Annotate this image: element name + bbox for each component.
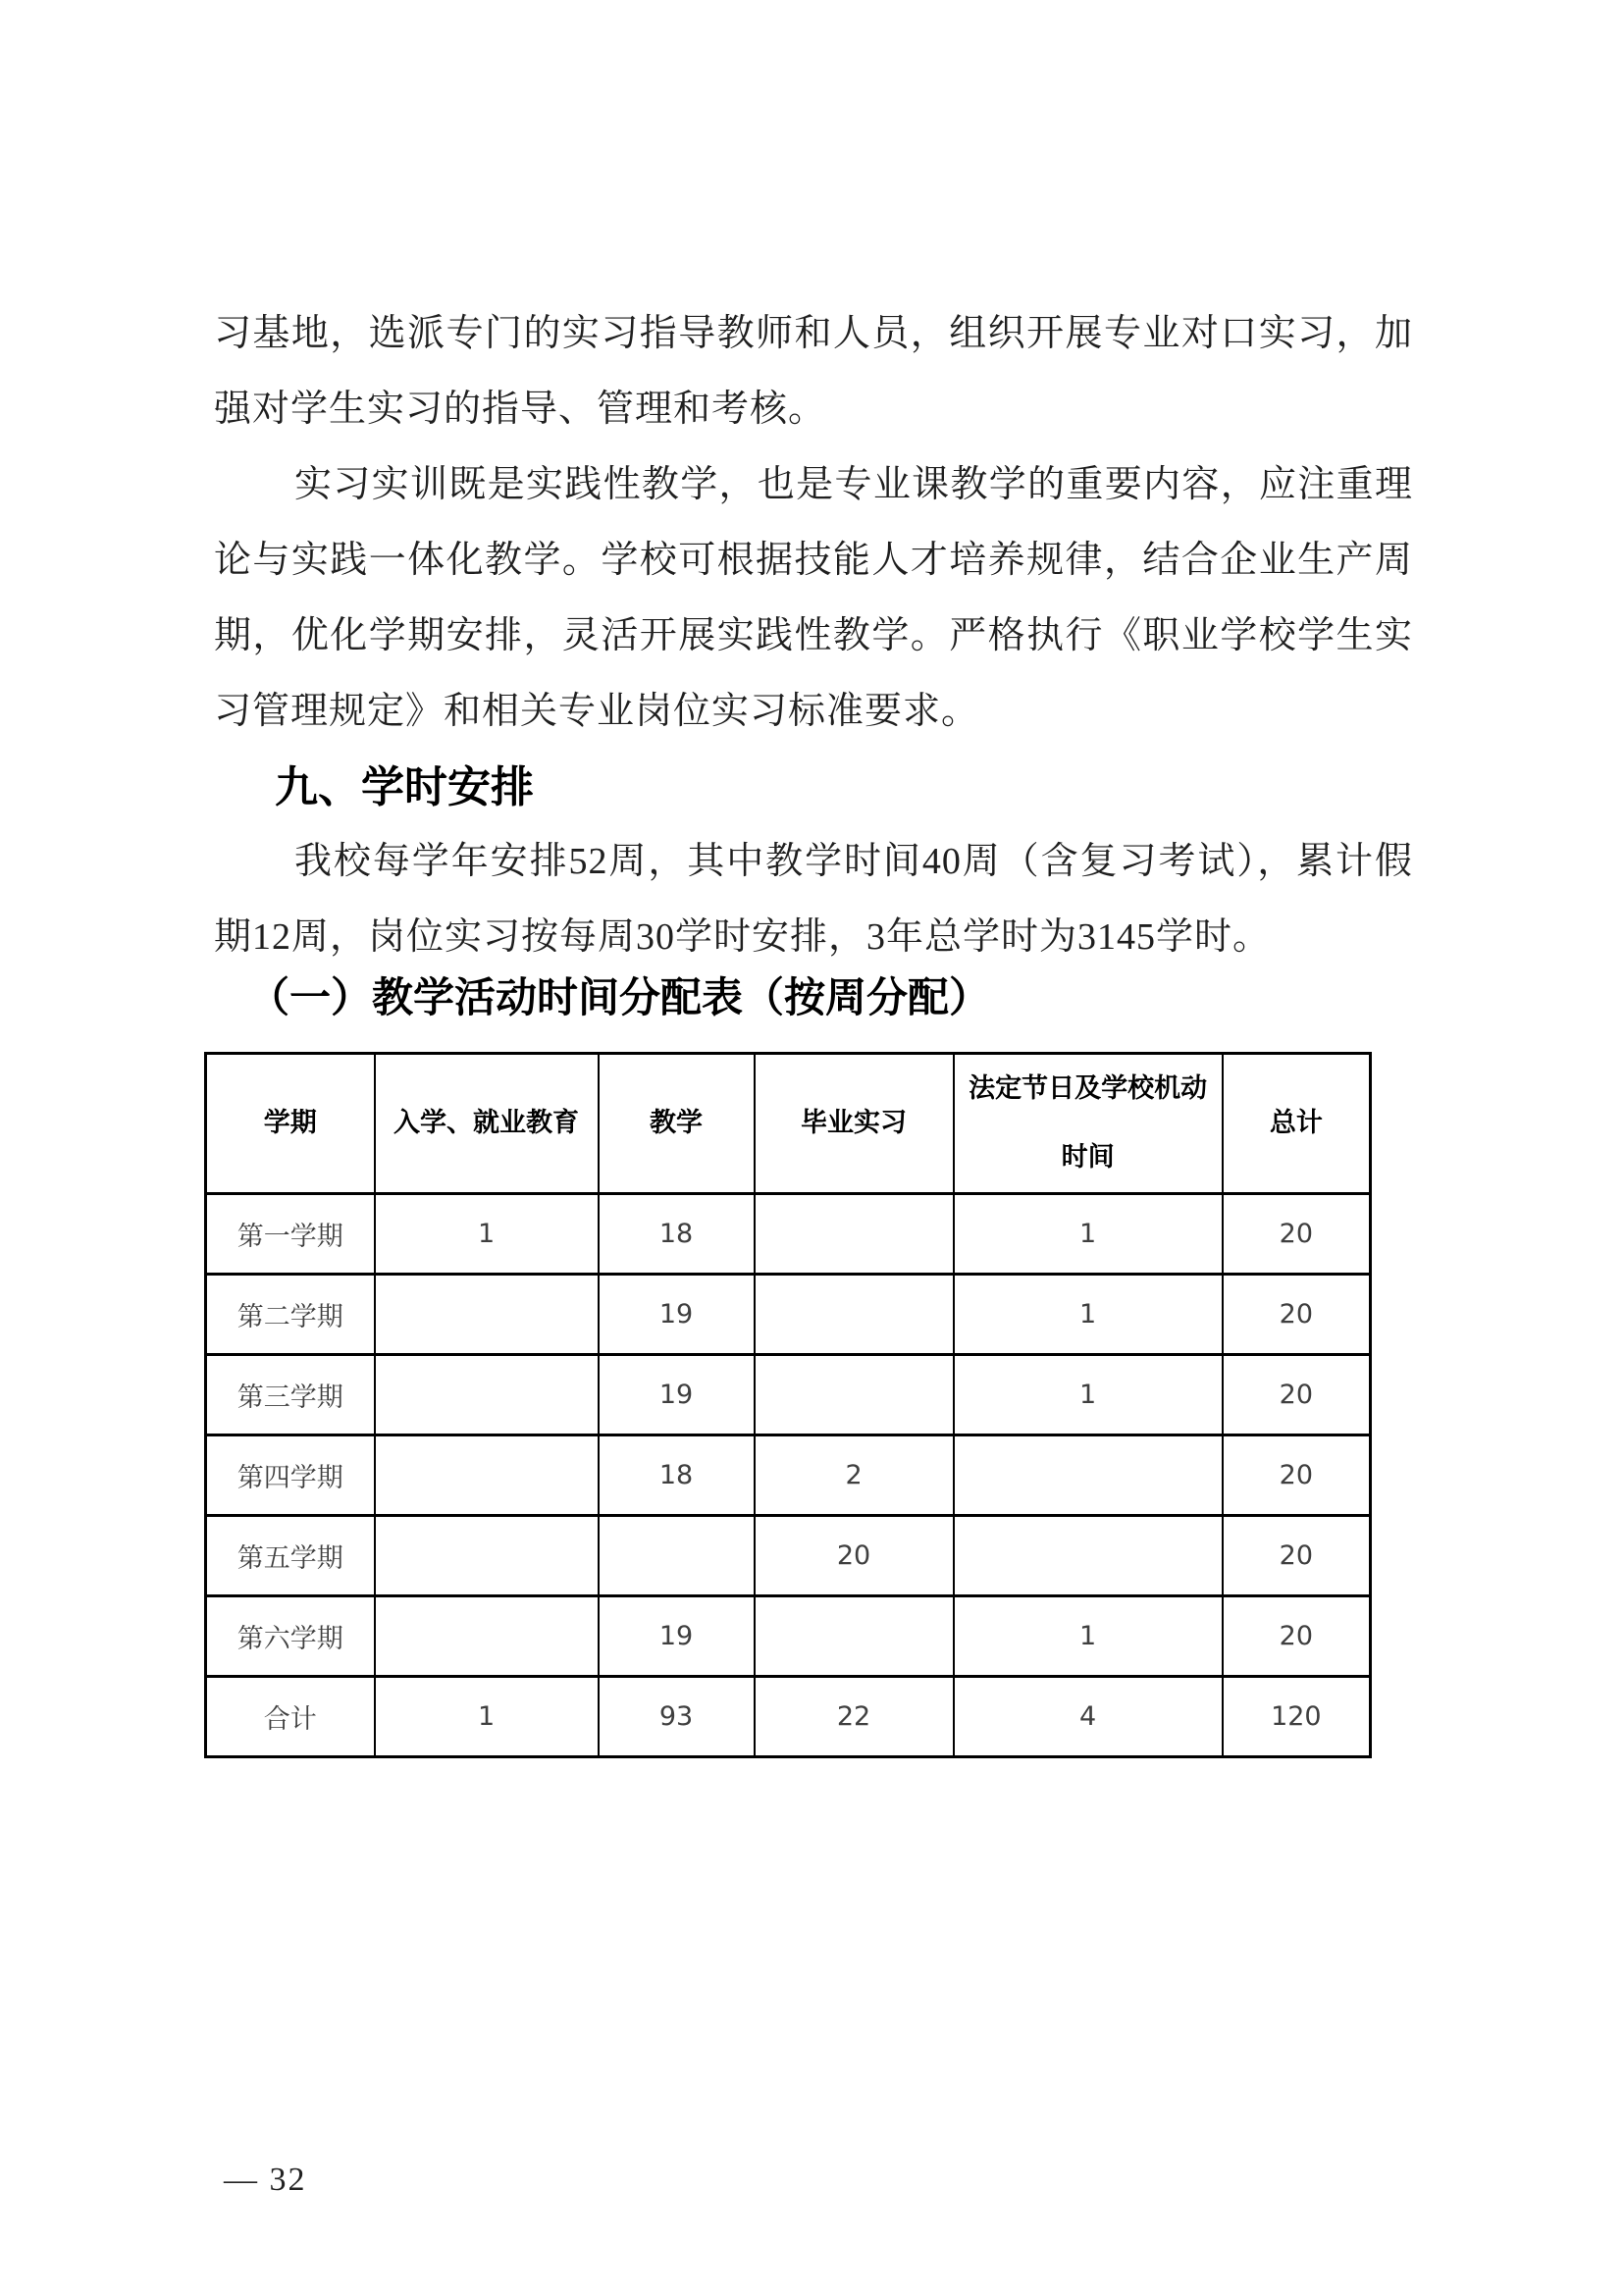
row-label: 第四学期 [206, 1435, 375, 1516]
row-label: 第六学期 [206, 1596, 375, 1677]
table-cell: 20 [755, 1516, 954, 1596]
col-header-semester: 学期 [206, 1054, 375, 1194]
table-cell: 1 [375, 1677, 599, 1757]
table-cell: 20 [1223, 1275, 1371, 1355]
col-header-teaching: 教学 [599, 1054, 755, 1194]
table-cell: 19 [599, 1596, 755, 1677]
table-cell: 4 [954, 1677, 1223, 1757]
table-cell [599, 1516, 755, 1596]
table-cell: 18 [599, 1435, 755, 1516]
table-cell [755, 1596, 954, 1677]
table-cell: 1 [954, 1355, 1223, 1435]
table-cell: 20 [1223, 1355, 1371, 1435]
table-cell: 1 [954, 1596, 1223, 1677]
table-cell [755, 1275, 954, 1355]
col-header-enrollment-employment-education: 入学、就业教育 [375, 1054, 599, 1194]
table-header-row [206, 1054, 1371, 1194]
table-cell [755, 1194, 954, 1275]
table-cell: 20 [1223, 1516, 1371, 1596]
table-cell [375, 1516, 599, 1596]
table-cell [755, 1355, 954, 1435]
table-cell [375, 1596, 599, 1677]
table-cell: 20 [1223, 1194, 1371, 1275]
paragraph-hours-summary: 我校每学年安排52周，其中教学时间40周（含复习考试），累计假期12周，岗位实习按每周30学时安排，3年总学时为3145学时。 [214, 841, 1413, 958]
table-row-total [206, 1677, 1371, 1757]
table-cell [954, 1435, 1223, 1516]
row-label: 第一学期 [206, 1194, 375, 1275]
table-cell: 22 [755, 1677, 954, 1757]
footer-page-number: — 32 [224, 2162, 307, 2198]
table-row-semester-4 [206, 1435, 1371, 1516]
col-header-graduation-internship: 毕业实习 [755, 1054, 954, 1194]
row-label: 第二学期 [206, 1275, 375, 1355]
table-cell: 18 [599, 1194, 755, 1275]
table-row-semester-1 [206, 1194, 1371, 1275]
table-cell: 20 [1223, 1596, 1371, 1677]
table-cell: 19 [599, 1355, 755, 1435]
col-header-holidays-flexible-time: 法定节日及学校机动时间 [954, 1054, 1223, 1194]
row-label: 第五学期 [206, 1516, 375, 1596]
row-label: 第三学期 [206, 1355, 375, 1435]
table-row-semester-3 [206, 1355, 1371, 1435]
table-cell: 93 [599, 1677, 755, 1757]
table-cell: 2 [755, 1435, 954, 1516]
table-cell [375, 1355, 599, 1435]
paragraph-practice-teaching: 实习实训既是实践性教学，也是专业课教学的重要内容，应注重理论与实践一体化教学。学校可根据技能人才培养规律，结合企业生产周期，优化学期安排，灵活开展实践性教学。严格执行《职业学校学生实习管理规定》和相关专业岗位实习标准要求。 [214, 464, 1413, 732]
table-cell [375, 1435, 599, 1516]
row-label: 合计 [206, 1677, 375, 1757]
table-cell [375, 1275, 599, 1355]
table-row-semester-6 [206, 1596, 1371, 1677]
table-title-weekly-allocation: （一）教学活动时间分配表（按周分配） [248, 973, 991, 1021]
table-cell: 19 [599, 1275, 755, 1355]
table-row-semester-5 [206, 1516, 1371, 1596]
table-cell: 1 [954, 1275, 1223, 1355]
section-heading-hours-arrangement: 九、学时安排 [275, 762, 534, 812]
table-cell: 1 [375, 1194, 599, 1275]
teaching-time-allocation-table [204, 1052, 1372, 1758]
col-header-total: 总计 [1223, 1054, 1371, 1194]
table-cell: 1 [954, 1194, 1223, 1275]
table-cell: 120 [1223, 1677, 1371, 1757]
table-cell [954, 1516, 1223, 1596]
paragraph-internship-base: 习基地，选派专门的实习指导教师和人员，组织开展专业对口实习，加强对学生实习的指导、管理和考核。 [214, 313, 1413, 430]
table-cell: 20 [1223, 1435, 1371, 1516]
table-row-semester-2 [206, 1275, 1371, 1355]
